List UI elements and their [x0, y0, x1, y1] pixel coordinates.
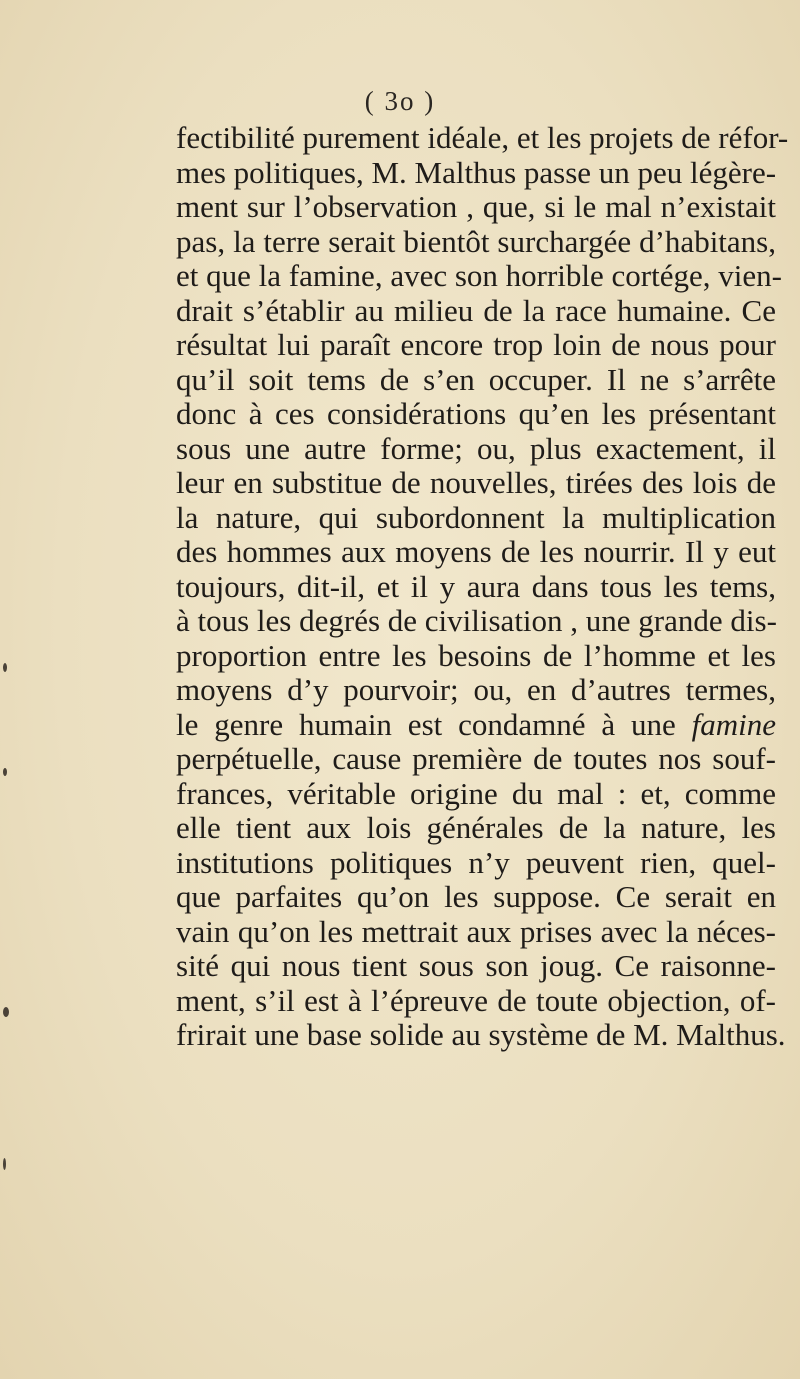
page-number: ( 3o ): [364, 86, 436, 116]
paper-speck: [3, 768, 7, 776]
text-line: moyens d’y pourvoir; ou, en d’autres termes,: [176, 672, 776, 707]
paper-speck: [3, 1158, 6, 1170]
text-line: fectibilité purement idéale, et les projets de réfor-: [176, 120, 789, 155]
text-line: que parfaites qu’on les suppose. Ce serait en: [176, 879, 776, 914]
body-text: [176, 120, 789, 1053]
text-line: frances, véritable origine du mal : et, comme: [176, 775, 776, 811]
text-line: le genre humain est condamné à une famine: [176, 706, 776, 742]
text-line: résultat lui paraît encore trop loin de nous pour: [176, 327, 776, 362]
text-line: leur en substitue de nouvelles, tirées des lois de: [176, 465, 776, 500]
text-line: sité qui nous tient sous son joug. Ce raisonne-: [176, 948, 776, 983]
text-line: vain qu’on les mettrait aux prises avec la néces-: [176, 913, 776, 949]
text-line: proportion entre les besoins de l’homme et les: [176, 637, 776, 673]
text-line: sous une autre forme; ou, plus exactement, il: [176, 430, 776, 466]
text-line: à tous les degrés de civilisation , une grande dis-: [176, 603, 777, 638]
text-line: la nature, qui subordonnent la multiplication: [176, 499, 776, 535]
text-line: frirait une base solide au système de M. Malthus.: [176, 1017, 786, 1052]
text-line: donc à ces considérations qu’en les présentant: [176, 396, 776, 431]
text-line: et que la famine, avec son horrible cortége, vien-: [176, 258, 782, 293]
italic-word: famine: [691, 706, 776, 742]
text-line: qu’il soit tems de s’en occuper. Il ne s’arrête: [176, 361, 776, 397]
text-line: ment, s’il est à l’épreuve de toute objection, of-: [176, 982, 776, 1018]
text-line: institutions politiques n’y peuvent rien, quel-: [176, 844, 776, 880]
text-line: mes politiques, M. Malthus passe un peu légère-: [176, 154, 777, 190]
text-line: ment sur l’observation , que, si le mal n’existait: [176, 189, 776, 224]
text-line: des hommes aux moyens de les nourrir. Il y eut: [176, 534, 776, 569]
text-line: drait s’établir au milieu de la race humaine. Ce: [176, 292, 776, 328]
paper-speck: [3, 1007, 9, 1017]
text-line: elle tient aux lois générales de la nature, les: [176, 810, 776, 845]
text-line: perpétuelle, cause première de toutes nos souf-: [176, 741, 776, 776]
paper-speck: [3, 663, 7, 672]
text-line: toujours, dit-il, et il y aura dans tous les tems,: [176, 568, 776, 604]
text-line: pas, la terre serait bientôt surchargée d’habitans,: [176, 223, 776, 259]
